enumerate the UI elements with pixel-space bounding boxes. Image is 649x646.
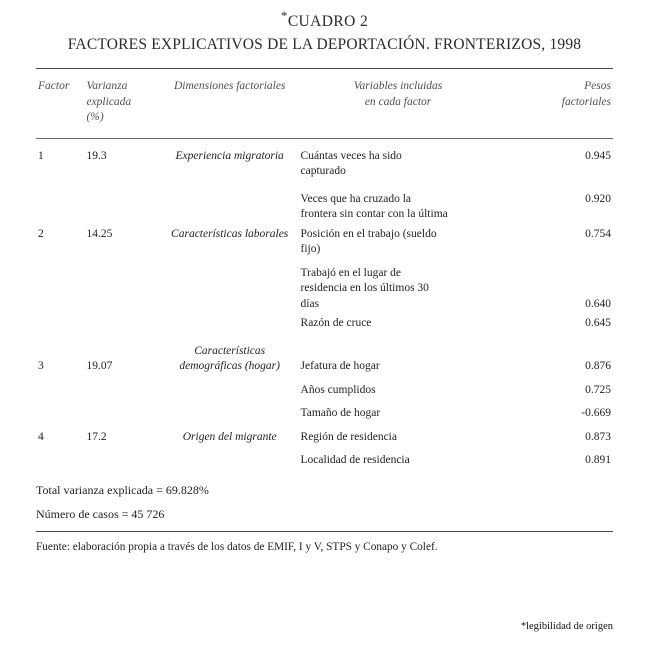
factors-table [36,69,613,138]
table-header-row [36,69,613,138]
table-row [36,225,613,260]
cell-variable: Años cumplidos [300,383,376,396]
variable-line-2: frontera sin contar con la última [300,208,448,221]
cell-dimension: Características laborales [171,227,289,240]
cell-peso: 0.645 [585,317,611,330]
header-variables-l1: Variables incluidas [353,80,443,93]
cell-peso: 0.725 [585,383,611,396]
header-pesos [498,69,613,138]
legibility-footnote: *legibilidad de origen [520,621,613,632]
table-body-wrap [0,139,649,471]
variable-line-1: Posición en el trabajo (sueldo [300,227,437,240]
cell-variable: Localidad de residencia [300,454,410,467]
variable-line-2: fijo) [300,243,321,256]
cell-dimension [161,260,299,315]
cell-peso [498,334,613,377]
header-varianza-l2: explicada [86,95,132,108]
table-row [36,314,613,334]
dimension-line-1: Características [194,344,266,357]
cell-varianza [84,260,160,315]
number-of-cases: Número de casos = 45 726 [36,506,165,521]
cell-variable: Razón de cruce [300,317,372,330]
variable-value: Jefatura de hogar [300,360,380,373]
header-varianza-l3: (%) [86,111,104,124]
variable-line-1: Trabajó en el lugar de [300,266,402,279]
factor-value: 3 [38,360,44,373]
header-dimensiones: Dimensiones factoriales [173,80,286,93]
cell-variable [299,334,498,377]
cell-factor [36,260,84,315]
cell-peso: -0.669 [581,407,611,420]
cell-peso: 0.945 [585,149,611,162]
variable-line-2: capturado [300,165,346,178]
table-row [36,424,613,448]
cell-varianza: 14.25 [86,227,113,240]
cell-dimension [161,377,299,401]
factors-table-body [36,139,613,471]
cell-dimension [161,314,299,334]
table-body [36,139,613,471]
asterisk-marker: * [280,8,288,23]
cell-factor [36,377,84,401]
cell-factor [36,400,84,424]
cell-dimension [161,400,299,424]
header-varianza-l1: Varianza [86,80,128,93]
cell-varianza [84,400,160,424]
cell-varianza [84,447,160,471]
cell-factor: 2 [38,227,44,240]
table-row [36,182,613,225]
peso-value: 0.640 [585,297,611,310]
header-variables [299,69,498,138]
cell-variable [299,260,498,315]
peso-value: 0.876 [585,360,611,373]
header-pesos-l1: Pesos [584,80,611,93]
cell-peso: 0.873 [585,430,611,443]
cell-variable: Tamaño de hogar [300,407,381,420]
cell-dimension [161,334,299,377]
title-block [0,0,649,54]
cell-peso: 0.920 [585,192,611,205]
cell-factor [36,334,84,377]
rule-bottom-wrap [0,531,649,532]
dimension-line-2: demográficas (hogar) [179,360,280,373]
header-pesos-l2: factoriales [561,95,611,108]
cell-varianza: 19.3 [86,149,107,162]
cell-factor [36,314,84,334]
cell-factor [36,182,84,225]
cell-variable [299,182,498,225]
variable-line-3: días [300,297,320,310]
cell-factor: 4 [38,430,44,443]
table-wrap [0,69,649,138]
table-title: FACTORES EXPLICATIVOS DE LA DEPORTACIÓN. FRONTERIZOS, 1998 [67,36,582,54]
table-number-line [0,8,649,31]
varianza-value: 19.07 [86,360,113,373]
table-header [36,69,613,138]
cell-peso: 0.891 [585,454,611,467]
variable-line-2: residencia en los últimos 30 [300,282,429,295]
source-note: Fuente: elaboración propia a través de los datos de EMIF, I y V, STPS y Conapo y Colef. [36,540,438,553]
cell-variable: Región de residencia [300,430,397,443]
cell-dimension: Experiencia migratoria [175,149,284,162]
cell-varianza [84,182,160,225]
table-row [36,260,613,315]
cell-variable [299,139,498,182]
cell-dimension [161,447,299,471]
table-row [36,377,613,401]
cell-peso: 0.754 [585,227,611,240]
table-row [36,447,613,471]
variable-line-1: Veces que ha cruzado la [300,192,411,205]
cell-varianza [84,377,160,401]
cell-varianza [84,334,160,377]
cell-factor [36,447,84,471]
cell-factor: 1 [38,149,44,162]
cell-varianza [84,314,160,334]
cell-dimension: Origen del migrante [182,430,277,443]
cell-variable [299,225,498,260]
cell-peso [498,260,613,315]
table-row [36,139,613,182]
header-factor: Factor [38,80,70,93]
total-variance: Total varianza explicada = 69.828% [36,482,209,497]
bottom-rule [36,531,613,532]
header-varianza [84,69,160,138]
cell-varianza: 17.2 [86,430,107,443]
variable-line-1: Cuántas veces ha sido [300,149,402,162]
table-row [36,334,613,377]
totals-block [0,483,649,522]
header-variables-l2: en cada factor [364,95,432,108]
cell-dimension [161,182,299,225]
table-row [36,400,613,424]
table-number: CUADRO 2 [287,13,369,31]
